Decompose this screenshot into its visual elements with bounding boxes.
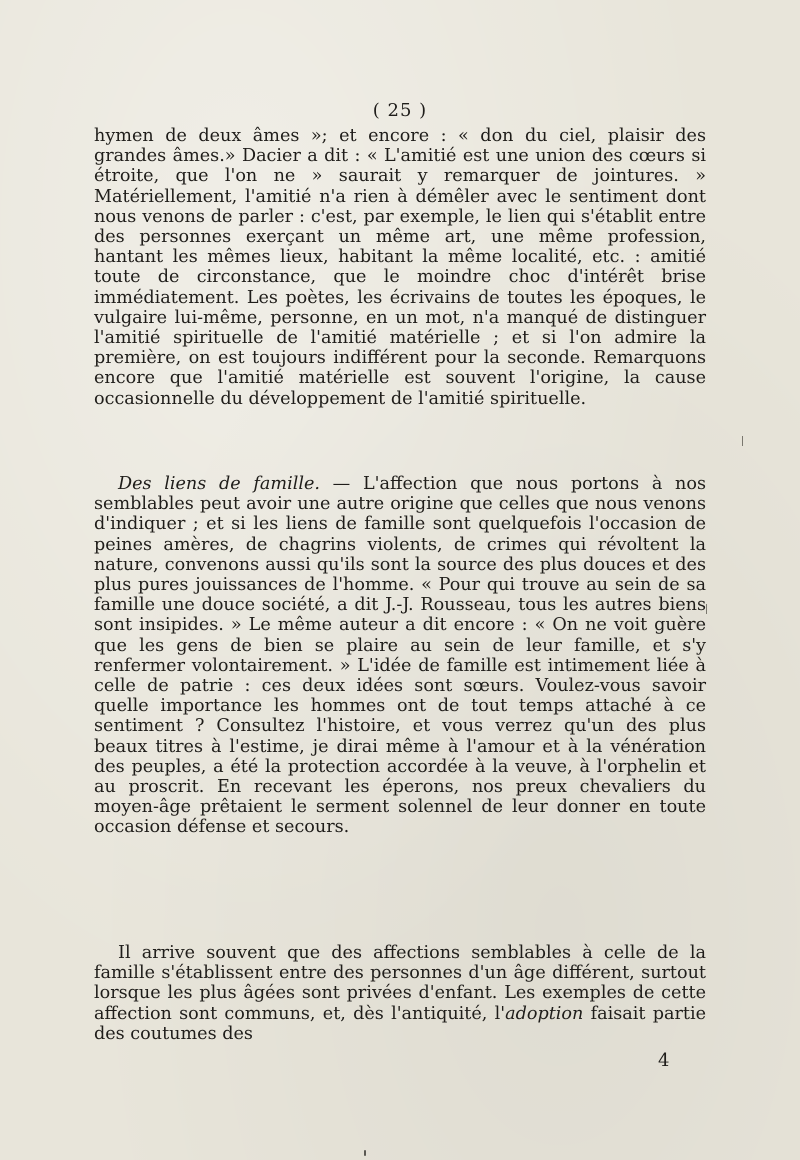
ink-dot [364,1150,366,1156]
page-number: ( 25 ) [372,100,428,121]
paragraph-text: hymen de deux âmes »; et encore : « don du ciel, plaisir des grandes âmes.» Dacier a dit : « L'amitié est une union des cœurs si étroite, que l'on ne » saurait y remarquer de jointures. » Matériellement, l'amitié n'a rien à démêler avec le sentiment dont nous venons de parler : c'est, par exemple, le lien qui s'établit entre des personnes exerçant un même art, une même profession, hantant les mêmes lieux, habitant la même localité, etc. : amitié toute de circonstance, que le moindre choc d'intérêt brise immédiatement. Les poètes, les écrivains de toutes les époques, le vulgaire lui-même, personne, en un mot, n'a manqué de distinguer l'amitié spirituelle de l'amitié matérielle ; et si l'on admire la première, on est toujours indifférent pour la seconde. Remarquons encore que l'amitié matérielle est souvent l'origine, la cause occasionnelle du développement de l'amitié spirituelle. [94,126,706,409]
paragraph-friendship [94,126,706,409]
paragraph-body: Il arrive souvent que des affections semblables à celle de la famille s'établissent entre des personnes d'un âge différent, surtout lorsque les plus âgées sont privées d'enfant. Les exemples de cette affection sont communs, et, dès l'antiquité, l' [94,943,706,1024]
printer-signature: 4 [658,1050,670,1071]
paragraph-body-end: faisait partie des coutumes des [94,1003,706,1044]
paper-mark [742,436,743,446]
paragraph-text [94,943,706,1044]
paragraph-text [94,474,706,838]
paragraph-adoption [94,943,706,1044]
paragraph-family-ties [94,474,706,838]
paragraph-body: — L'affection que nous portons à nos semblables peut avoir une autre origine que celles que nous venons d'indiquer ; et si les liens de famille sont quelquefois l'occasion de peines amères, de chagrins violents, de crimes qui révoltent la nature, convenons aussi qu'ils sont la source des plus douces et des plus pures jouissances de l'homme. « Pour qui trouve au sein de sa famille une douce société, a dit J.-J. Rousseau, tous les autres biens sont insipides. » Le même auteur a dit encore : « On ne voit guère que les gens de bien se plaire au sein de leur famille, et s'y renfermer volontairement. » L'idée de famille est intimement liée à celle de patrie : ces deux idées sont sœurs. Voulez-vous savoir quelle importance les hommes ont de tout temps attaché à ce sentiment ? Consultez l'histoire, et vous verrez qu'un des plus beaux titres à l'estime, je dirai même à l'amour et à la vénération des peuples, a été la protection accordée à la veuve, à l'orphelin et au proscrit. En recevant les éperons, nos preux chevaliers du moyen-âge prêtaient le serment solennel de leur donner en toute occasion défense et secours. [94,474,706,838]
section-heading: Des liens de famille. [118,474,320,494]
paper-mark [706,604,707,614]
emphasized-word: adoption [505,1003,584,1024]
